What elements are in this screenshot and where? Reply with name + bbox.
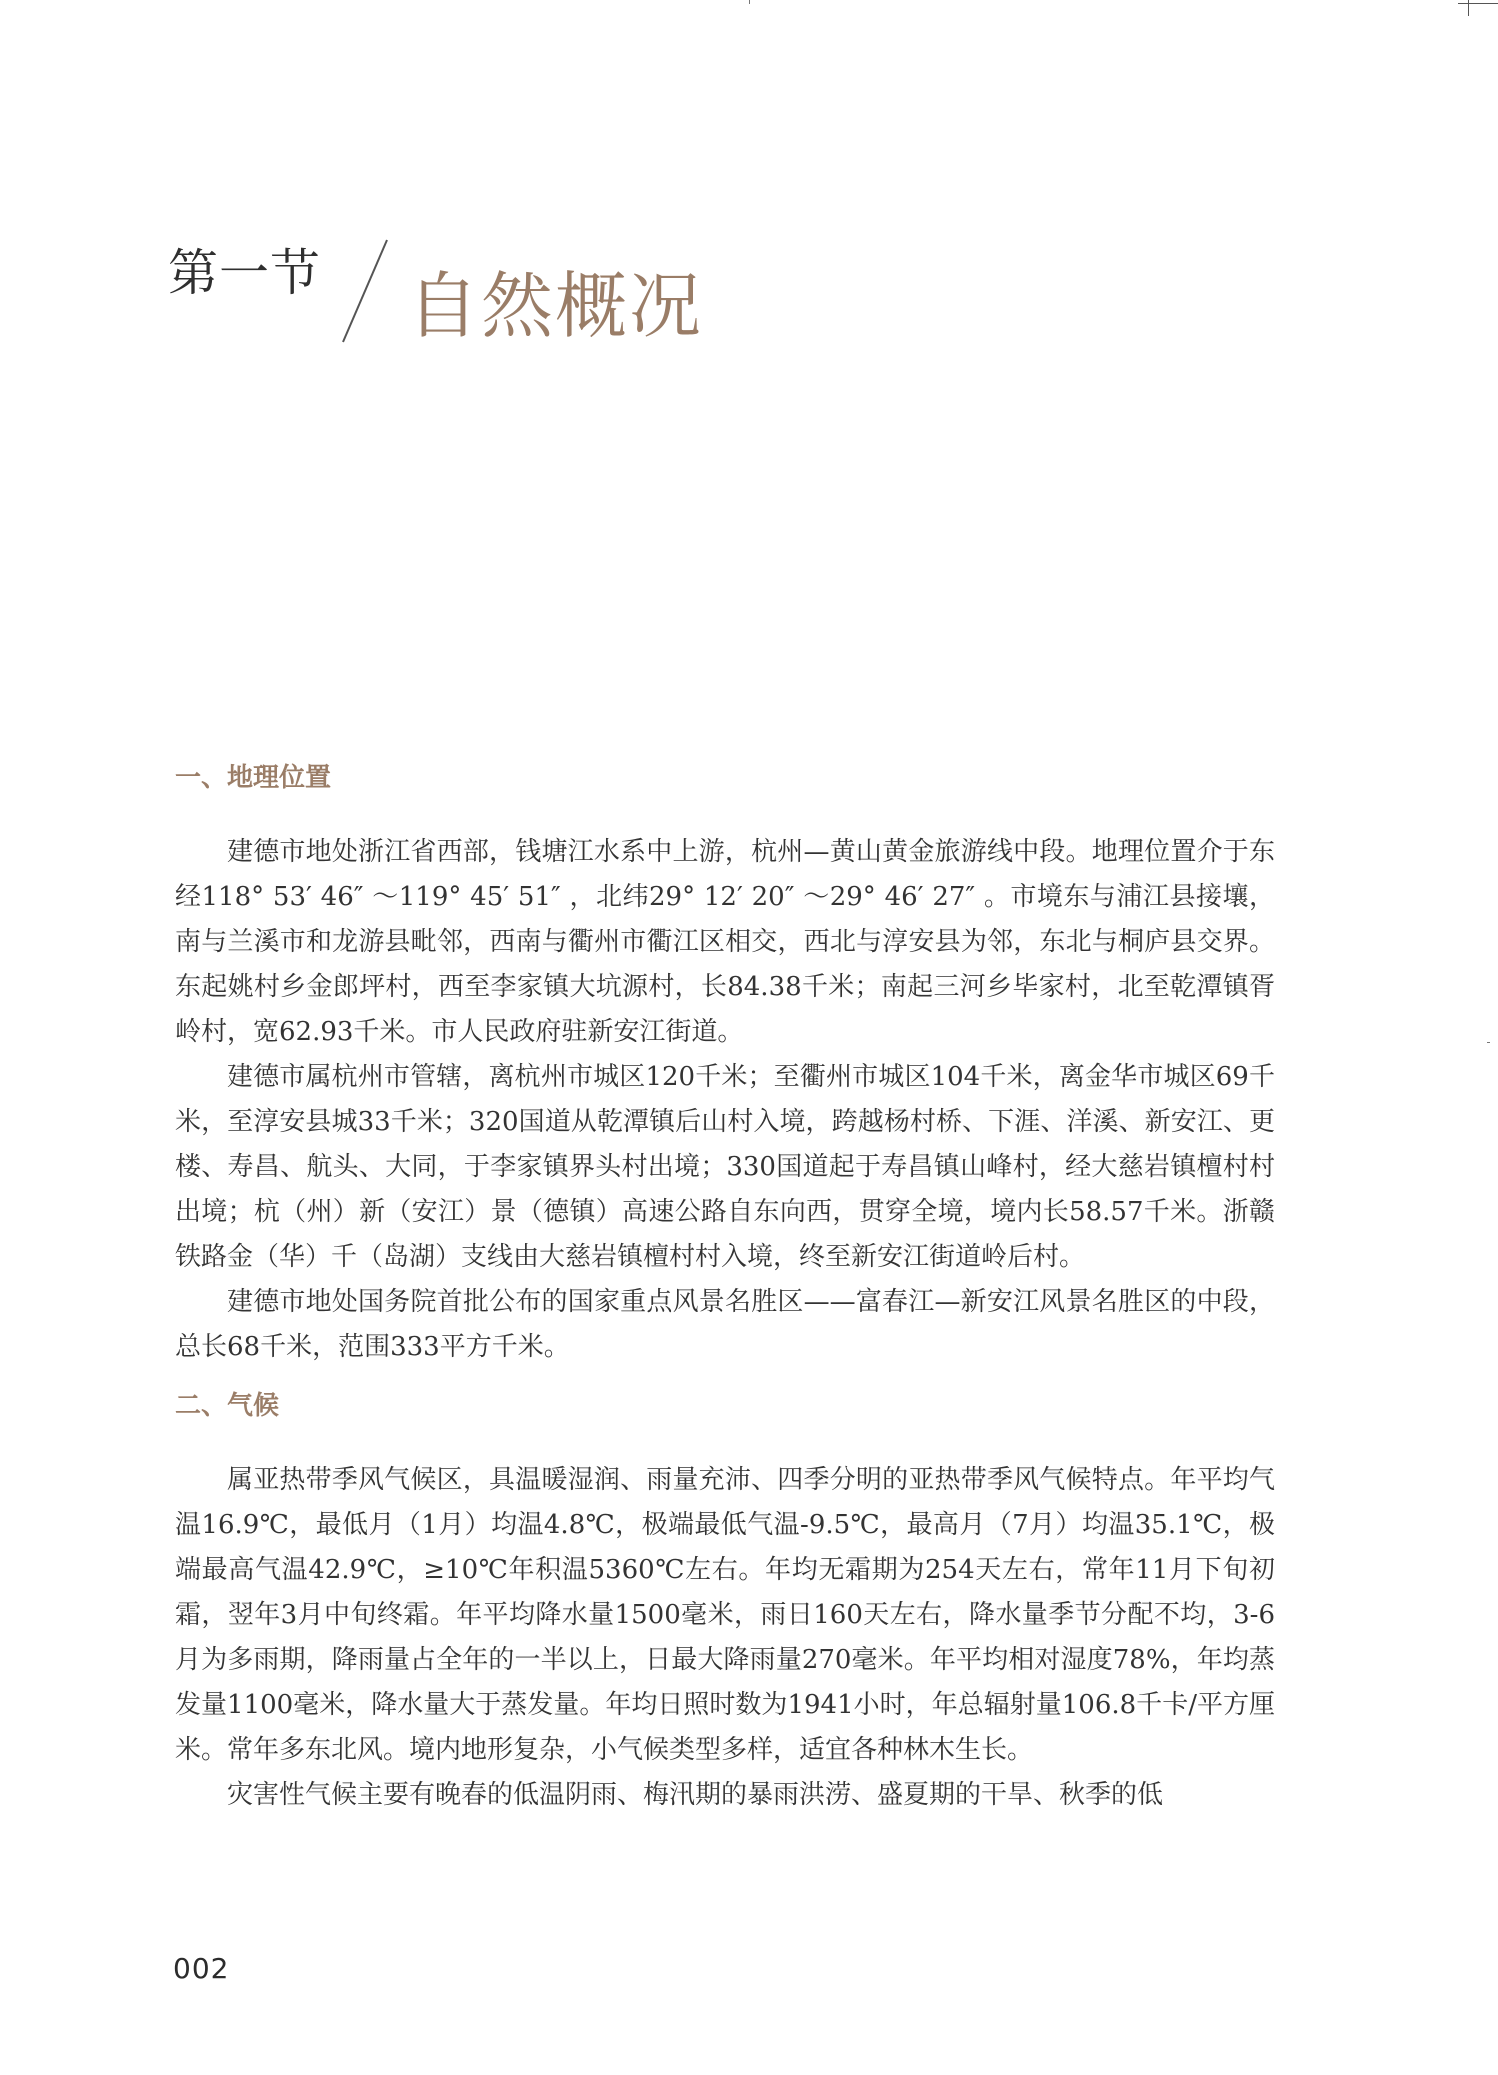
slash-divider — [335, 236, 395, 346]
section-heading: 一、地理位置 — [175, 763, 332, 793]
article-body — [175, 752, 1275, 1818]
crop-mark — [1468, 0, 1469, 16]
paragraph: 建德市属杭州市管辖，离杭州市城区120千米；至衢州市城区104千米，离金华市城区69千米，至淳安县城33千米；320国道从乾潭镇后山村入境，跨越杨村桥、下涯、洋溪、新安江、更楼、寿昌、航头、大同，于李家镇界头村出境；330国道起于寿昌镇山峰村，经大慈岩镇檀村村出境；杭（州）新（安江）景（德镇）高速公路自东向西，贯穿全境，境内长58.57千米。浙赣铁路金（华）千（岛湖）支线由大慈岩镇檀村村入境，终至新安江街道岭后村。 — [175, 1062, 1275, 1272]
paragraph: 建德市地处浙江省西部，钱塘江水系中上游，杭州—黄山黄金旅游线中段。地理位置介于东经118° 53′ 46″ ～119° 45′ 51″ ，北纬29° 12′ 20″ ～29° 46′ 27″ 。市境东与浦江县接壤，南与兰溪市和龙游县毗邻，西南与衢州市衢江区相交，西北与淳安县为邻，东北与桐庐县交界。东起姚村乡金郎坪村，西至李家镇大坑源村，长84.38千米；南起三河乡毕家村，北至乾潭镇胥岭村，宽62.93千米。市人民政府驻新安江街道。 — [175, 837, 1275, 1047]
chapter-heading — [168, 236, 703, 346]
paragraph: 建德市地处国务院首批公布的国家重点风景名胜区——富春江—新安江风景名胜区的中段，总长68千米，范围333平方千米。 — [175, 1287, 1275, 1362]
crop-mark — [1487, 1042, 1490, 1043]
crop-mark — [749, 0, 750, 4]
paragraph: 灾害性气候主要有晚春的低温阴雨、梅汛期的暴雨洪涝、盛夏期的干旱、秋季的低 — [227, 1780, 1164, 1810]
section-number: 第一节 — [168, 244, 321, 302]
section-title: 自然概况 — [407, 264, 704, 348]
page-number: 002 — [173, 1952, 230, 1985]
section-heading: 二、气候 — [175, 1391, 280, 1421]
section-climate — [175, 1380, 1275, 1818]
crop-mark — [1458, 3, 1498, 4]
section-geography — [175, 752, 1275, 1370]
paragraph: 属亚热带季风气候区，具温暖湿润、雨量充沛、四季分明的亚热带季风气候特点。年平均气温16.9℃，最低月（1月）均温4.8℃，极端最低气温-9.5℃，最高月（7月）均温35.1℃，极端最高气温42.9℃，≥10℃年积温5360℃左右。年均无霜期为254天左右，常年11月下旬初霜，翌年3月中旬终霜。年平均降水量1500毫米，雨日160天左右，降水量季节分配不均，3-6月为多雨期，降雨量占全年的一半以上，日最大降雨量270毫米。年平均相对湿度78%，年均蒸发量1100毫米，降水量大于蒸发量。年均日照时数为1941小时，年总辐射量106.8千卡/平方厘米。常年多东北风。境内地形复杂，小气候类型多样，适宜各种林木生长。 — [175, 1465, 1275, 1765]
